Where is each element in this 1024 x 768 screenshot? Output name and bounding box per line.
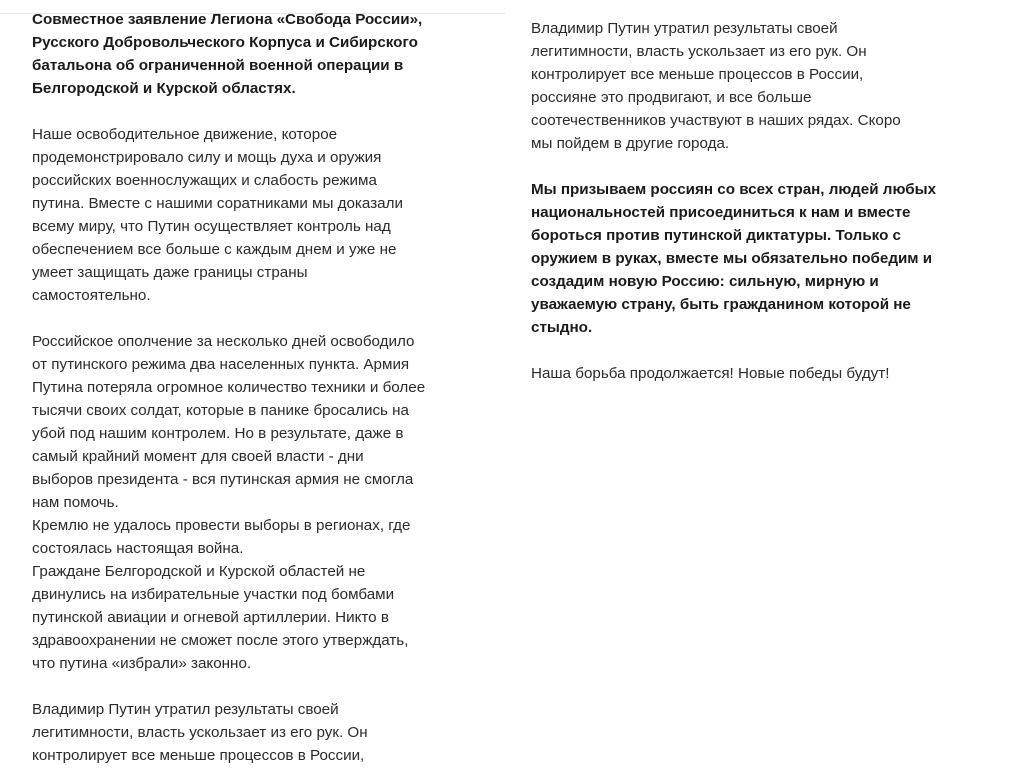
paragraph-kremlin-elections: Кремлю не удалось провести выборы в регионах, где состоялась настоящая война. [32, 517, 411, 557]
paragraph-militia-liberated: Российское ополчение за несколько дней освободило от путинского режима два населенных пункта. Армия Путина потеряла огромное количество техники и более тысячи своих солдат, которые в панике бросались на убой под нашим контролем. Но в результате, даже в самый крайний момент для своей власти - дни выборов президента - вся путинская армия не смогла нам помочь. [32, 333, 426, 511]
statement-title: Совместное заявление Легиона «Свобода России», Русского Добровольческого Корпуса и Сибирского батальона об ограниченной военной операции в Белгородской и Курской областях. [32, 11, 423, 97]
paragraph-putin-legitimacy: Владимир Путин утратил результаты своей легитимности, власть ускользает из его рук. Он контролирует все меньше процессов в России, россияне это продвигают, и все больше соотечественников участвуют в наших рядах. Скоро мы пойдем в другие города. [531, 20, 901, 152]
paragraph-liberation-movement: Наше освободительное движение, которое продемонстрировало силу и мощь духа и оружия российских военнослужащих и слабость режима путина. Вместе с нашими соратниками мы доказали всему миру, что Путин осуществляет контроль над обеспечением все больше с каждым днем и уже не умеет защищать даже границы страны самостоятельно. [32, 126, 403, 304]
right-column [531, 0, 976, 385]
left-column [32, 0, 494, 764]
paragraph-fight-continues: Наша борьба продолжается! Новые победы будут! [531, 365, 890, 382]
paragraph-putin-legitimacy-cut: Владимир Путин утратил результаты своей легитимности, власть ускользает из его рук. Он контролирует все меньше процессов в России, [32, 701, 368, 764]
paragraph-call-to-action: Мы призываем россиян со всех стран, людей любых национальностей присоединиться к нам и вместе бороться против путинской диктатуры. Только с оружием в руках, вместе мы обязательно победим и создадим новую Россию: сильную, мирную и уважаемую страну, быть гражданином которой не стыдно. [531, 181, 937, 336]
paragraph-citizens-regions: Граждане Белгородской и Курской областей не двинулись на избирательные участки под бомбами путинской авиации и огневой артиллерии. Никто в здравоохранении не сможет после этого утверждать, что путина «избрали» законно. [32, 563, 409, 672]
